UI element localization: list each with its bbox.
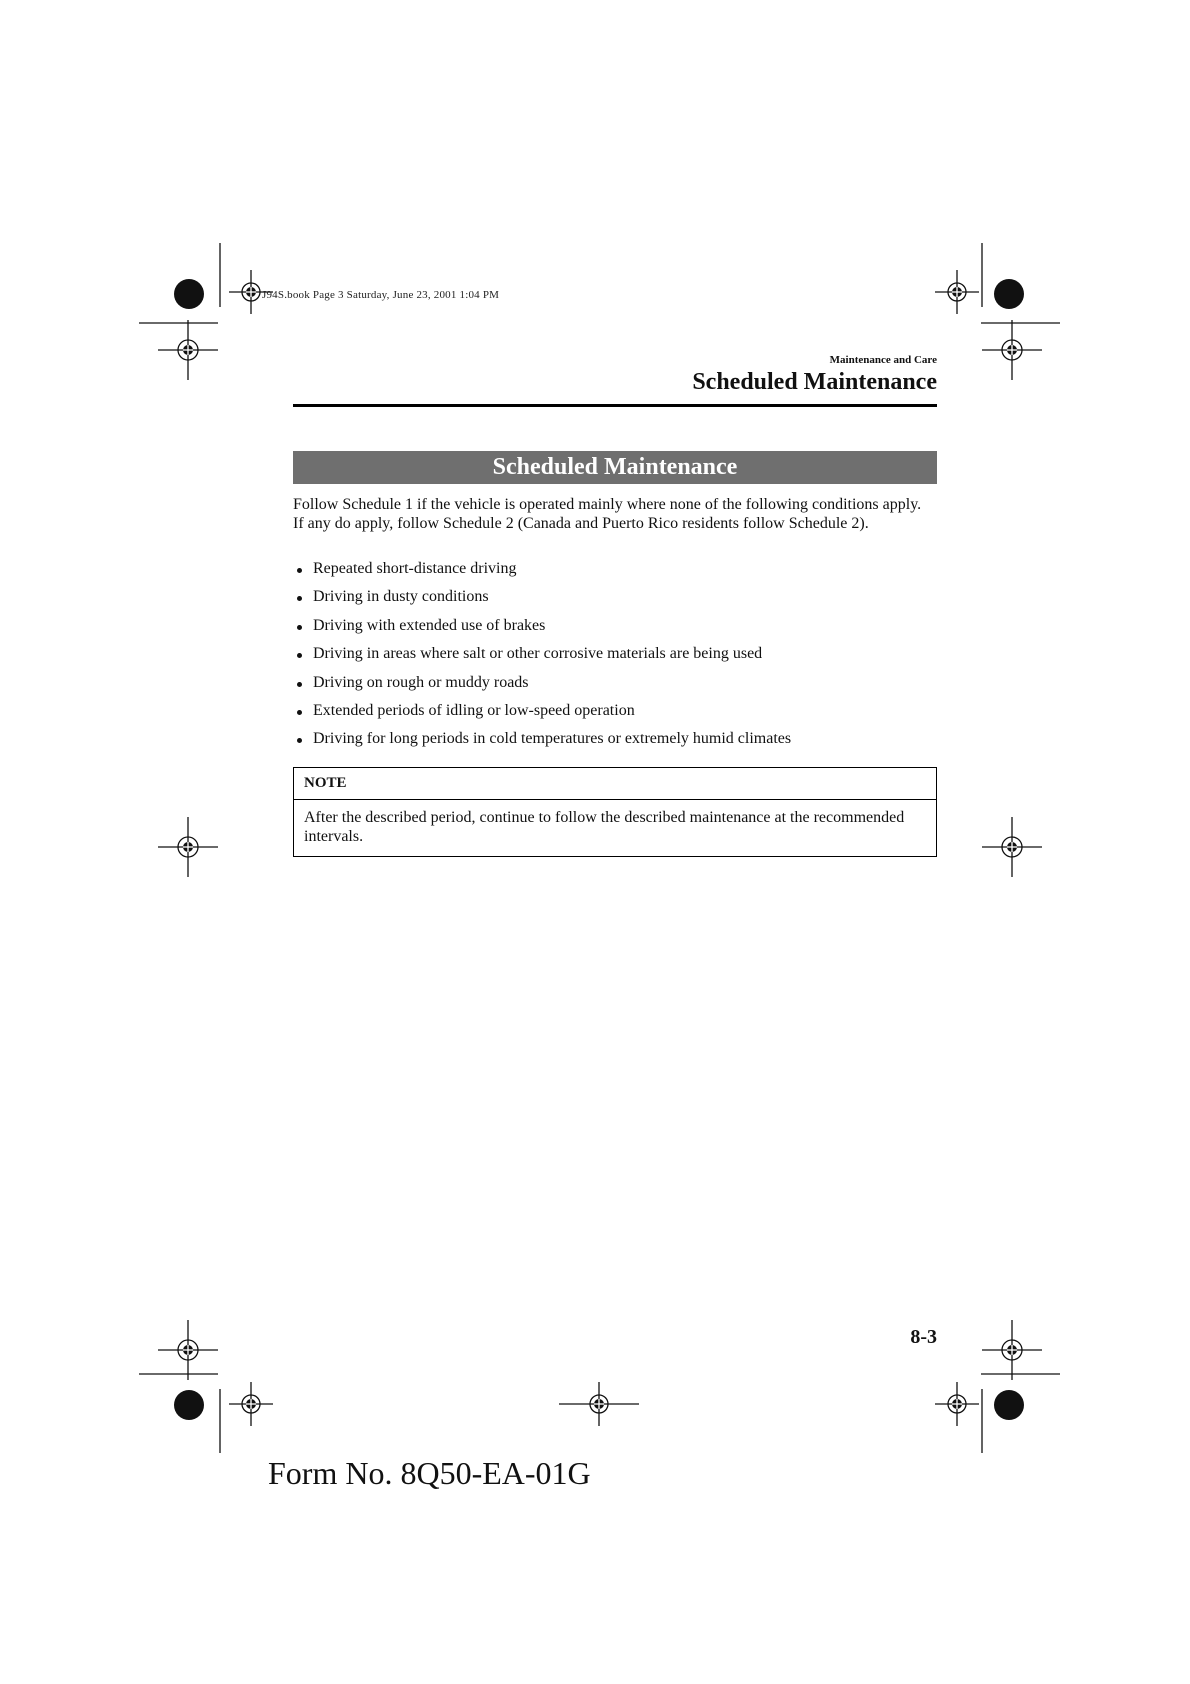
list-item-text: Driving on rough or muddy roads [313,673,529,691]
registration-target-icon [980,815,1044,879]
registration-target-icon [156,1318,220,1382]
print-info: J94S.book Page 3 Saturday, June 23, 2001 1:04 PM [262,289,500,301]
list-item [293,559,943,587]
list-item [293,673,943,701]
list-item-text: Driving with extended use of brakes [313,616,546,634]
registration-target-icon [156,815,220,879]
bullet-icon [297,710,302,715]
bullet-icon [297,596,302,601]
header-rule [293,404,937,407]
intro-text [293,495,943,533]
bullet-icon [297,568,302,573]
form-number: Form No. 8Q50-EA-01G [268,1455,591,1491]
registration-target-icon [980,1318,1044,1382]
list-item-text: Driving in areas where salt or other corrosive materials are being used [313,645,763,663]
list-item [293,616,943,644]
bullet-icon [297,625,302,630]
registration-target-icon [227,1380,275,1428]
registration-target-icon [933,268,981,316]
note-box [293,767,937,857]
list-item-text: Extended periods of idling or low-speed operation [313,701,635,719]
registration-dot-icon [993,1389,1025,1421]
bullet-icon [297,682,302,687]
registration-target-icon [557,1380,641,1428]
note-heading: NOTE [294,768,936,800]
list-item-text: Repeated short-distance driving [313,560,517,577]
list-item [293,729,943,757]
section-label: Maintenance and Care [829,354,937,366]
intro-line-2: If any do apply, follow Schedule 2 (Canada and Puerto Rico residents follow Schedule 2). [293,515,869,532]
intro-line-1: Follow Schedule 1 if the vehicle is operated mainly where none of the following conditions apply. [293,496,922,513]
condition-list [293,559,943,758]
note-text: After the described period, continue to follow the described maintenance at the recommended intervals. [304,809,905,845]
list-item-text: Driving in dusty conditions [313,588,489,606]
registration-dot-icon [993,278,1025,310]
list-item [293,587,943,615]
page-number: 8-3 [910,1326,937,1348]
registration-target-icon [980,318,1044,382]
list-item [293,701,943,729]
registration-dot-icon [173,278,205,310]
list-item-text: Driving for long periods in cold temperatures or extremely humid climates [313,730,792,748]
registration-target-icon [156,318,220,382]
section-banner: Scheduled Maintenance [293,451,937,484]
registration-dot-icon [173,1389,205,1421]
list-item [293,644,943,672]
bullet-icon [297,738,302,743]
registration-target-icon [933,1380,981,1428]
bullet-icon [297,653,302,658]
page-title: Scheduled Maintenance [692,369,937,395]
